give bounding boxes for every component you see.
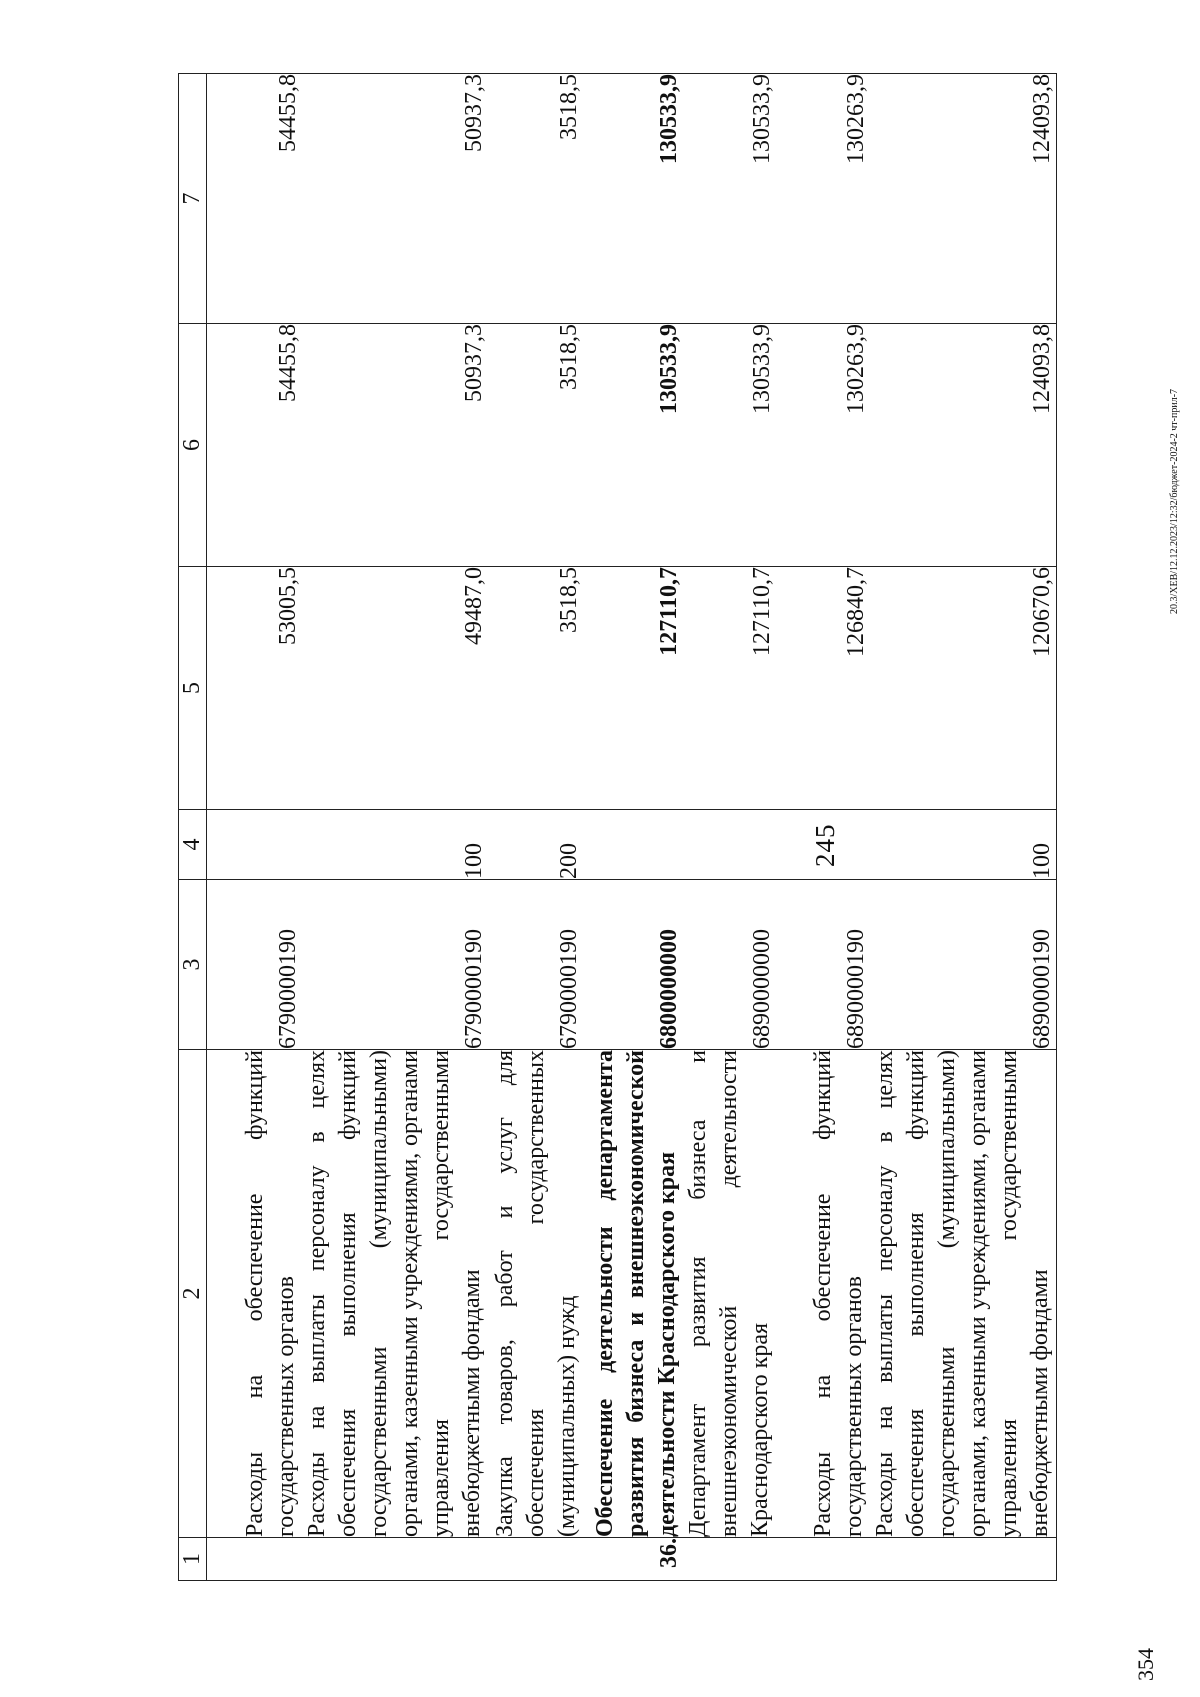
header-col-3: 3 <box>179 880 207 1050</box>
table-row <box>683 74 776 1581</box>
row-number: 36. <box>583 1538 683 1581</box>
row-value-6: 124093,8 <box>870 324 1057 567</box>
row-expense-type: 200 <box>488 810 583 880</box>
row-description: Расходы на обеспечение функций государственных органов <box>776 1050 870 1538</box>
row-value-5: 126840,7 <box>776 567 870 810</box>
table-row <box>488 74 583 1581</box>
table-row <box>870 74 1057 1581</box>
row-value-6: 3518,5 <box>488 324 583 567</box>
header-col-4: 4 <box>179 810 207 880</box>
row-description: Закупка товаров, работ и услуг для обеспечения государственных (муниципальных) нужд <box>488 1050 583 1538</box>
header-row <box>179 74 207 1581</box>
row-target-code: 6790000190 <box>488 880 583 1050</box>
row-expense-type <box>583 810 683 880</box>
row-number <box>488 1538 583 1581</box>
table-row <box>207 74 303 1581</box>
row-value-7: 130533,9 <box>683 74 776 324</box>
page-number: 245 <box>810 823 840 867</box>
table-row <box>302 74 488 1581</box>
budget-table <box>178 73 1057 1581</box>
row-value-6: 130533,9 <box>683 324 776 567</box>
row-expense-type <box>207 810 303 880</box>
row-expense-type: 100 <box>870 810 1057 880</box>
row-number <box>302 1538 488 1581</box>
row-target-code: 6890000190 <box>870 880 1057 1050</box>
row-number <box>776 1538 870 1581</box>
row-number <box>870 1538 1057 1581</box>
row-target-code: 6890000000 <box>683 880 776 1050</box>
header-col-7: 7 <box>179 74 207 324</box>
row-value-7: 50937,3 <box>302 74 488 324</box>
row-value-5: 49487,0 <box>302 567 488 810</box>
row-value-6: 130533,9 <box>583 324 683 567</box>
corner-sheet-number: 354 <box>1133 1648 1158 1681</box>
row-expense-type: 100 <box>302 810 488 880</box>
row-target-code: 6890000190 <box>776 880 870 1050</box>
row-value-6: 54455,8 <box>207 324 303 567</box>
table-row-section-total <box>583 74 683 1581</box>
row-description: Расходы на обеспечение функций государственных органов <box>207 1050 303 1538</box>
row-value-5: 127110,7 <box>583 567 683 810</box>
row-value-6: 130263,9 <box>776 324 870 567</box>
row-number <box>207 1538 303 1581</box>
row-value-7: 130263,9 <box>776 74 870 324</box>
header-col-2: 2 <box>179 1050 207 1538</box>
row-value-5: 3518,5 <box>488 567 583 810</box>
row-target-code: 6790000190 <box>302 880 488 1050</box>
row-value-6: 50937,3 <box>302 324 488 567</box>
row-target-code: 6790000190 <box>207 880 303 1050</box>
row-value-7: 54455,8 <box>207 74 303 324</box>
row-value-7: 124093,8 <box>870 74 1057 324</box>
header-col-1: 1 <box>179 1538 207 1581</box>
row-expense-type <box>776 810 870 880</box>
row-description: Департамент развития бизнеса и внешнеэкономической деятельности Краснодарского края <box>683 1050 776 1538</box>
row-value-5: 120670,6 <box>870 567 1057 810</box>
row-description: Обеспечение деятельности департамента развития бизнеса и внешнеэкономической деятельности Краснодарского края <box>583 1050 683 1538</box>
row-expense-type <box>683 810 776 880</box>
row-description: Расходы на выплаты персоналу в целях обеспечения выполнения функций государственными (муниципальными) органами, казенными учреждениями, органами управления государственными внебюджетными фондами <box>302 1050 488 1538</box>
row-value-5: 53005,5 <box>207 567 303 810</box>
row-value-7: 130533,9 <box>583 74 683 324</box>
row-value-7: 3518,5 <box>488 74 583 324</box>
table-row <box>776 74 870 1581</box>
row-target-code: 6800000000 <box>583 880 683 1050</box>
row-value-5: 127110,7 <box>683 567 776 810</box>
header-col-5: 5 <box>179 567 207 810</box>
footer-document-code: 20.3/XEB/12.12.2023/12:32/бюджет-2024-2 чт-прил-7 <box>1169 388 1180 614</box>
row-description: Расходы на выплаты персоналу в целях обеспечения выполнения функций государственными (муниципальными) органами, казенными учреждениями, органами управления государственными внебюджетными фондами <box>870 1050 1057 1538</box>
header-col-6: 6 <box>179 324 207 567</box>
row-number <box>683 1538 776 1581</box>
